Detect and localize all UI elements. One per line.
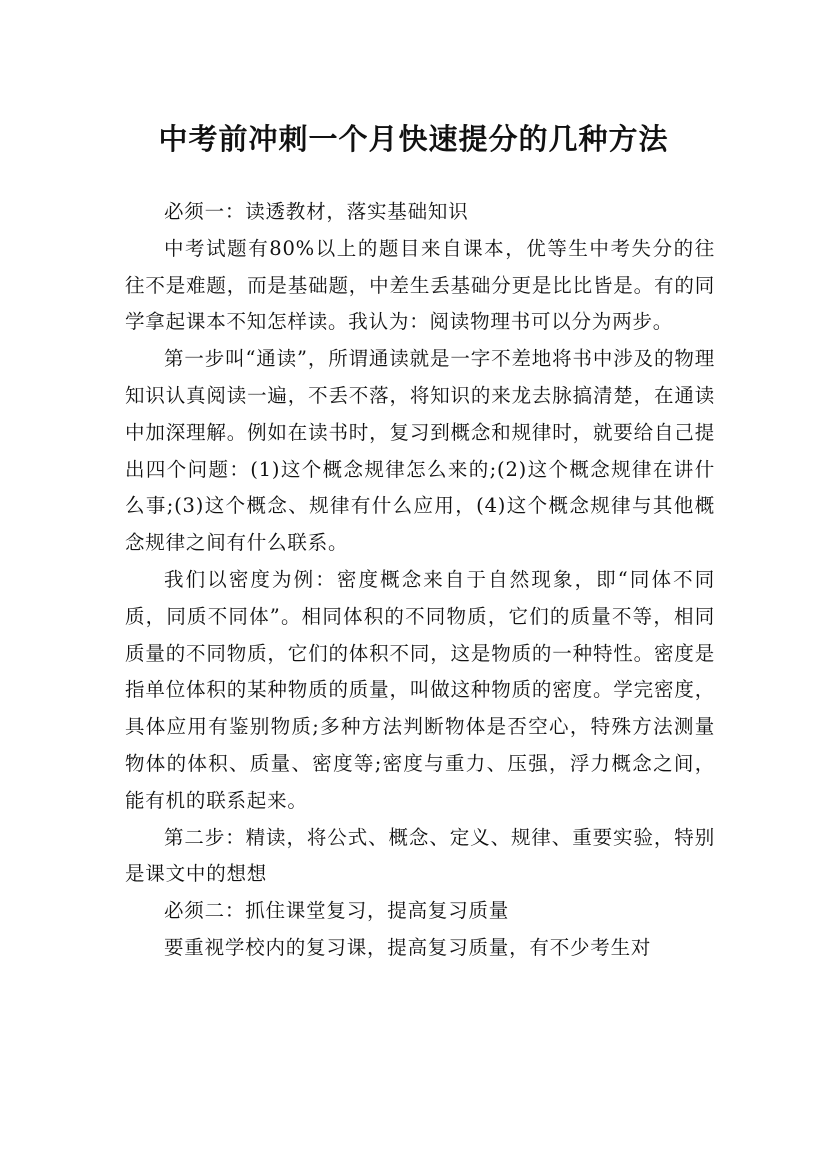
- page-title: 中考前冲刺一个月快速提分的几种方法: [158, 122, 669, 157]
- paragraph: 中考试题有80%以上的题目来自课本，优等生中考失分的往往不是难题，而是基础题，中差生丢基础分更是比比皆是。有的同学拿起课本不知怎样读。我认为：阅读物理书可以分为两步。: [125, 236, 715, 334]
- paragraph: 要重视学校内的复习课，提高复习质量，有不少考生对: [164, 935, 652, 959]
- paragraph: 第二步：精读，将公式、概念、定义、规律、重要实验，特别是课文中的想想: [125, 825, 715, 886]
- paragraph: 我们以密度为例：密度概念来自于自然现象，即“同体不同质，同质不同体”。相同体积的不同物质，它们的质量不等，相同质量的不同物质，它们的体积不同，这是物质的一种特性。密度是指单位体积的某种物质的质量，叫做这种物质的密度。学完密度，具体应用有鉴别物质;多种方法判断物体是否空心，特殊方法测量物体的体积、质量、密度等;密度与重力、压强，浮力概念之间，能有机的联系起来。: [125, 567, 715, 812]
- section-heading-2: 必须二：抓住课堂复习，提高复习质量: [164, 899, 510, 923]
- paragraph: 第一步叫“通读”，所谓通读就是一字不差地将书中涉及的物理知识认真阅读一遍，不丢不落，将知识的来龙去脉搞清楚，在通读中加深理解。例如在读书时，复习到概念和规律时，就要给自己提出四个问题：(1)这个概念规律怎么来的;(2)这个概念规律在讲什么事;(3)这个概念、规律有什么应用，(4)这个概念规律与其他概念规律之间有什么联系。: [125, 347, 715, 555]
- section-heading-1: 必须一：读透教材，落实基础知识: [164, 200, 469, 223]
- document-body: [125, 194, 715, 967]
